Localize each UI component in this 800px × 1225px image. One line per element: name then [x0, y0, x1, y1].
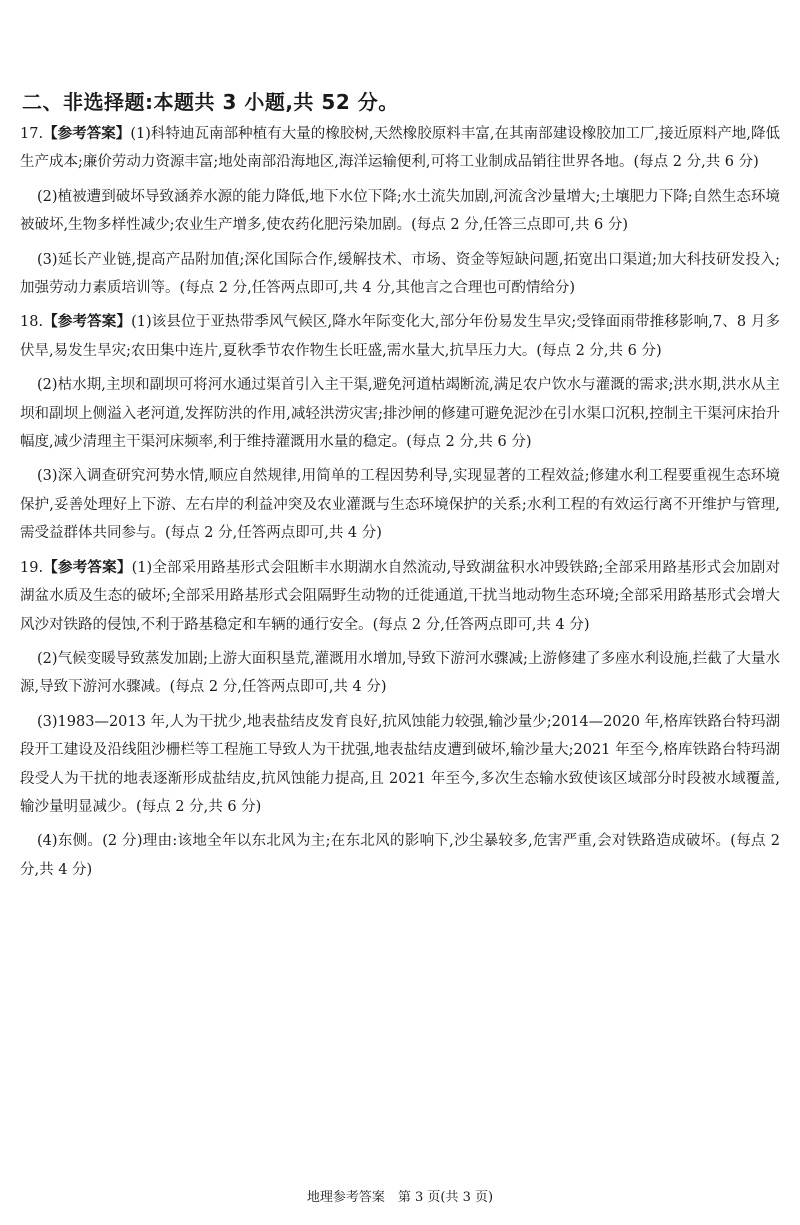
page-footer: 地理参考答案 第 3 页(共 3 页): [306, 1190, 494, 1205]
answer-body: [20, 120, 780, 890]
answer-paragraph: [20, 308, 780, 365]
answer-paragraph: (3)深入调查研究河势水情,顺应自然规律,用简单的工程因势利导,实现显著的工程效益;修建水利工程要重视生态环境保护,妥善处理好上下游、左右岸的利益冲突及农业灌溉与生态环境保护的关系;水利工程的有效运行离不开维护与管理,需受益群体共同参与。(每点 2 分,任答两点即可,共 4 分): [20, 468, 780, 542]
answer-tag: 【参考答案】: [43, 559, 132, 576]
answer-paragraph: (3)延长产业链,提高产品附加值;深化国际合作,缓解技术、市场、资金等短缺问题,拓宽出口渠道;加大科技研发投入;加强劳动力素质培训等。(每点 2 分,任答两点即可,共 4 分,其他言之合理也可酌情给分): [20, 251, 780, 297]
answer-paragraph: (3)1983—2013 年,人为干扰少,地表盐结皮发育良好,抗风蚀能力较强,输沙量少;2014—2020 年,格库铁路台特玛湖段开工建设及沿线阻沙栅栏等工程施工导致人为干扰强,地表盐结皮遭到破坏,输沙量大;2021 年至今,格库铁路台特玛湖段受人为干扰的地表逐渐形成盐结皮,抗风蚀能力提高,且 2021 年至今,多次生态输水致使该区域部分时段被水域覆盖,输沙量明显减少。(每点 2 分,共 6 分): [20, 713, 780, 815]
question-18: [20, 308, 780, 547]
question-number: 17.: [20, 126, 44, 142]
answer-text: (1)全部采用路基形式会阻断丰水期湖水自然流动,导致湖盆积水冲毁铁路;全部采用路基形式会加剧对湖盆水质及生态的破坏;全部采用路基形式会阻隔野生动物的迁徙通道,干扰当地动物生态环境;全部采用路基形式会增大风沙对铁路的侵蚀,不利于路基稳定和车辆的通行安全。(每点 2 分,任答两点即可,共 4 分): [20, 559, 781, 633]
answer-paragraph: (2)枯水期,主坝和副坝可将河水通过渠首引入主干渠,避免河道枯竭断流,满足农户饮水与灌溉的需求;洪水期,洪水从主坝和副坝上侧溢入老河道,发挥防洪的作用,减轻洪涝灾害;排沙闸的修建可避免泥沙在引水渠口沉积,控制主干渠河床抬升幅度,减少清理主干渠河床频率,利于维持灌溉用水量的稳定。(每点 2 分,共 6 分): [20, 377, 780, 451]
answer-paragraph: [20, 554, 780, 639]
answer-tag: 【参考答案】: [43, 314, 132, 331]
question-number: 18.: [20, 314, 44, 331]
question-19: [20, 554, 780, 884]
answer-text: (1)该县位于亚热带季风气候区,降水年际变化大,部分年份易发生旱灾;受锋面雨带推移影响,7、8 月多伏旱,易发生旱灾;农田集中连片,夏秋季节农作物生长旺盛,需水量大,抗旱压力大。(每点 2 分,共 6 分): [20, 314, 781, 359]
answer-paragraph: (4)东侧。(2 分)理由:该地全年以东北风为主;在东北风的影响下,沙尘暴较多,危害严重,会对铁路造成破坏。(每点 2 分,共 4 分): [20, 833, 780, 878]
answer-paragraph: [20, 120, 780, 177]
answer-tag: 【参考答案】: [43, 126, 131, 142]
question-17: [20, 120, 780, 302]
section-title: 二、非选择题:本题共 3 小题,共 52 分。: [22, 90, 399, 114]
question-number: 19.: [20, 559, 44, 576]
answer-paragraph: (2)气候变暖导致蒸发加剧;上游大面积垦荒,灌溉用水增加,导致下游河水骤减;上游修建了多座水利设施,拦截了大量水源,导致下游河水骤减。(每点 2 分,任答两点即可,共 4 分): [20, 650, 780, 696]
answer-text: (1)科特迪瓦南部种植有大量的橡胶树,天然橡胶原料丰富,在其南部建设橡胶加工厂,接近原料产地,降低生产成本;廉价劳动力资源丰富;地处南部沿海地区,海洋运输便利,可将工业制成品销往世界各地。(每点 2 分,共 6 分): [20, 126, 780, 171]
answer-paragraph: (2)植被遭到破坏导致涵养水源的能力降低,地下水位下降;水土流失加剧,河流含沙量增大;土壤肥力下降;自然生态环境被破坏,生物多样性减少;农业生产增多,使农药化肥污染加剧。(每点 2 分,任答三点即可,共 6 分): [20, 188, 780, 234]
